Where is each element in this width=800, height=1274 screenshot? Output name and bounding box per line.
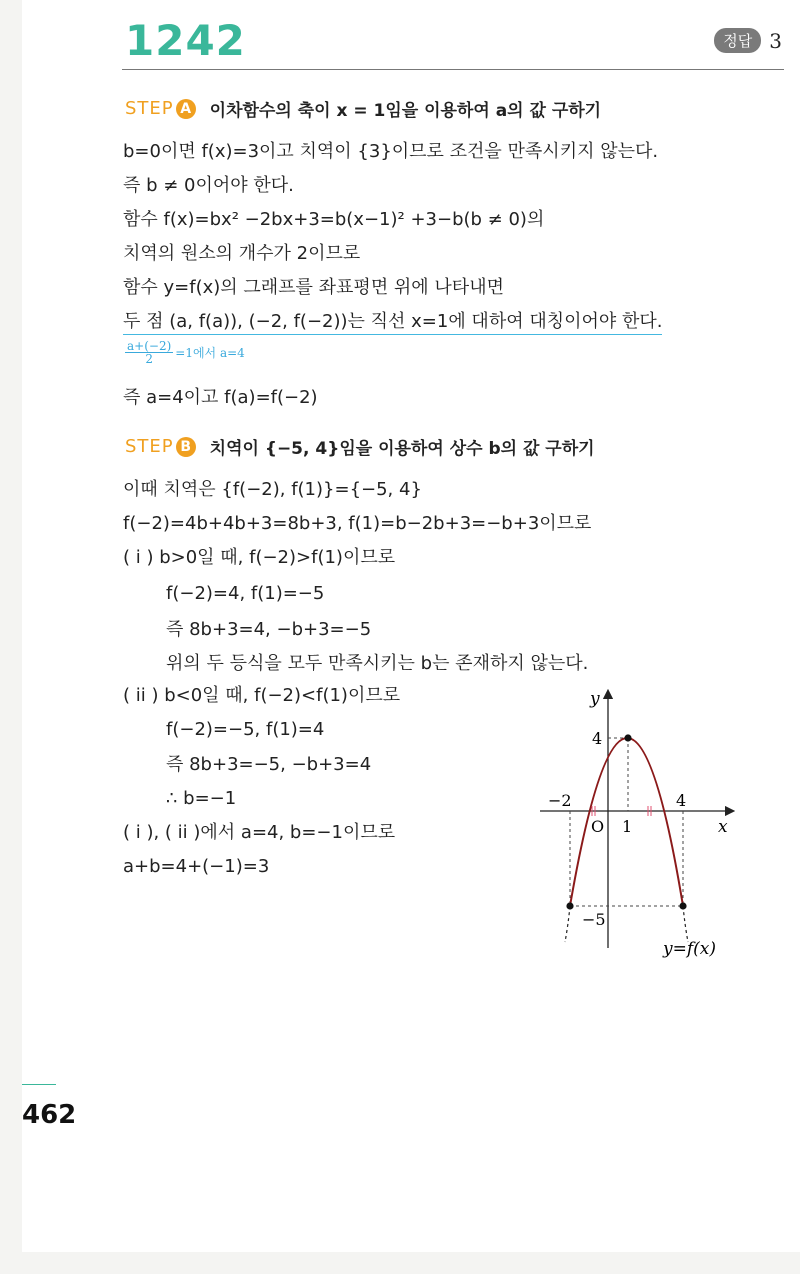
answer-badge: 정답	[714, 28, 761, 53]
page-number-rule	[22, 1084, 56, 1085]
step-a-line-3: 함수 f(x)=bx² −2bx+3=b(x−1)² +3−b(b ≠ 0)의	[123, 209, 545, 230]
note-denominator: 2	[145, 352, 153, 366]
step-b-title: 치역이 {−5, 4}임을 이용하여 상수 b의 값 구하기	[209, 439, 595, 459]
right-endpoint	[679, 902, 686, 909]
origin-label: O	[591, 817, 605, 836]
step-a-line-6	[123, 310, 662, 334]
page-number: 462	[22, 1100, 77, 1130]
case-1-values: f(−2)=4, f(1)=−5	[166, 583, 325, 604]
step-b-word: STEP	[125, 436, 174, 457]
problem-number: 1242	[125, 16, 246, 65]
step-a-line-1: b=0이면 f(x)=3이고 치역이 {3}이므로 조건을 만족시키지 않는다.	[123, 141, 659, 162]
tick-label-neg2: −2	[548, 791, 572, 810]
note-numerator: a+(−2)	[127, 339, 172, 353]
left-endpoint	[566, 902, 573, 909]
step-b-letter: B	[176, 437, 196, 457]
combined-result: ( i ), ( ii )에서 a=4, b=−1이므로	[123, 822, 396, 843]
step-b-heading	[125, 434, 595, 459]
case-2-condition: ( ii ) b<0일 때, f(−2)<f(1)이므로	[123, 685, 401, 706]
tick-label-x4: 4	[676, 791, 687, 810]
curve-extension-right	[683, 906, 688, 942]
case-2-values: f(−2)=−5, f(1)=4	[166, 719, 325, 740]
case-2-equations: 즉 8b+3=−5, −b+3=4	[166, 754, 372, 775]
symmetry-statement: 두 점 (a, f(a)), (−2, f(−2))는 직선 x=1에 대하여 대칭이어야 한다.	[123, 311, 662, 335]
step-b-line-1: 이때 치역은 {f(−2), f(1)}={−5, 4}	[123, 479, 422, 500]
step-a-line-2: 즉 b ≠ 0이어야 한다.	[123, 175, 294, 196]
vertex-point	[624, 734, 631, 741]
note-rest: =1에서 a=4	[175, 346, 245, 360]
parabola-graph	[530, 680, 760, 970]
case-1-condition: ( i ) b>0일 때, f(−2)>f(1)이므로	[123, 547, 396, 568]
step-a-conclusion: 즉 a=4이고 f(a)=f(−2)	[123, 387, 318, 408]
side-note	[125, 340, 245, 365]
curve-label: y=f(x)	[663, 939, 716, 959]
step-a-line-4: 치역의 원소의 개수가 2이므로	[123, 243, 361, 264]
note-fraction	[125, 340, 173, 365]
tick-label-neg5: −5	[582, 910, 606, 929]
step-a-letter: A	[176, 99, 196, 119]
answer-value: 3	[769, 28, 782, 53]
step-a-heading	[125, 96, 601, 121]
y-axis-label: y	[590, 689, 600, 709]
curve-extension-left	[565, 906, 570, 942]
tick-label-4: 4	[592, 729, 603, 748]
step-b-line-2: f(−2)=4b+4b+3=8b+3, f(1)=b−2b+3=−b+3이므로	[123, 513, 592, 534]
tick-label-1: 1	[622, 817, 633, 836]
header-divider	[122, 69, 784, 70]
step-a-title: 이차함수의 축이 x = 1임을 이용하여 a의 값 구하기	[209, 101, 602, 121]
case-1-equations: 즉 8b+3=4, −b+3=−5	[166, 619, 372, 640]
step-a-line-5: 함수 y=f(x)의 그래프를 좌표평면 위에 나타내면	[123, 277, 504, 298]
case-2-result: ∴ b=−1	[166, 788, 237, 809]
answer-area	[714, 28, 782, 53]
x-axis-label: x	[718, 817, 728, 837]
case-1-result: 위의 두 등식을 모두 만족시키는 b는 존재하지 않는다.	[166, 653, 589, 674]
step-a-word: STEP	[125, 98, 174, 119]
final-answer: a+b=4+(−1)=3	[123, 856, 270, 877]
